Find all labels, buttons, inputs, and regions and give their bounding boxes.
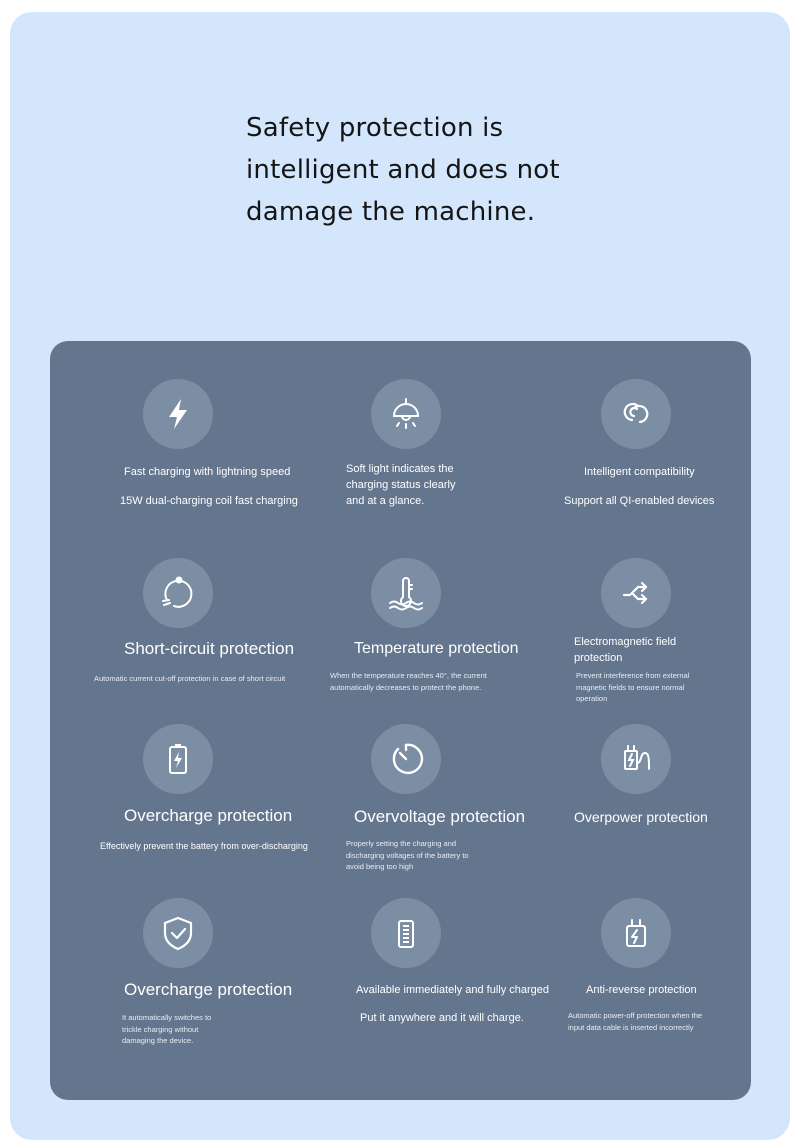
feature-title: Intelligent compatibility xyxy=(584,466,695,478)
feature-desc: Automatic power-off protection when the input data cable is inserted incorrectly xyxy=(568,1011,703,1032)
feature-desc: 15W dual-charging coil fast charging xyxy=(120,495,298,507)
feature-title: Temperature protection xyxy=(354,640,519,657)
feature-title: Fast charging with lightning speed xyxy=(124,466,291,478)
plug-icon xyxy=(601,724,671,794)
features-panel xyxy=(50,341,751,1100)
feature-title: Soft light indicates the charging status clearly and at a glance. xyxy=(346,463,456,507)
shield-icon xyxy=(143,898,213,968)
headline: Safety protection is intelligent and does not damage the machine. xyxy=(246,113,560,227)
feature-desc: It automatically switches to trickle charging without damaging the device. xyxy=(122,1013,212,1045)
feature-title: Overcharge protection xyxy=(124,806,293,825)
feature-title: Overpower protection xyxy=(574,809,708,825)
compatibility-icon xyxy=(601,379,671,449)
feature-title: Anti-reverse protection xyxy=(586,984,697,996)
lightning-icon xyxy=(143,379,213,449)
feature-desc: When the temperature reaches 40°, the current automatically decreases to protect the phone. xyxy=(330,671,487,692)
power-adapter-icon xyxy=(601,898,671,968)
battery-icon xyxy=(143,724,213,794)
feature-title: Available immediately and fully charged xyxy=(356,984,550,996)
timer-icon xyxy=(371,724,441,794)
feature-desc: Support all QI-enabled devices xyxy=(564,495,715,507)
shuffle-icon xyxy=(601,558,671,628)
lamp-icon xyxy=(371,379,441,449)
feature-title: Overcharge protection xyxy=(124,980,293,999)
feature-title: Overvoltage protection xyxy=(354,807,526,826)
feature-desc: Put it anywhere and it will charge. xyxy=(360,1012,524,1024)
feature-desc: Effectively prevent the battery from over-discharging xyxy=(100,841,308,851)
feature-title: Short-circuit protection xyxy=(124,639,295,658)
feature-desc: Properly setting the charging and discharging voltages of the battery to avoid being too high xyxy=(346,839,469,871)
thermometer-icon xyxy=(371,558,441,628)
battery-full-icon xyxy=(371,898,441,968)
feature-desc: Automatic current cut-off protection in case of short circuit xyxy=(94,674,286,683)
feature-desc: Prevent interference from external magnetic fields to ensure normal operation xyxy=(576,671,690,703)
short-circuit-icon xyxy=(143,558,213,628)
feature-title: Electromagnetic field protection xyxy=(574,636,677,664)
